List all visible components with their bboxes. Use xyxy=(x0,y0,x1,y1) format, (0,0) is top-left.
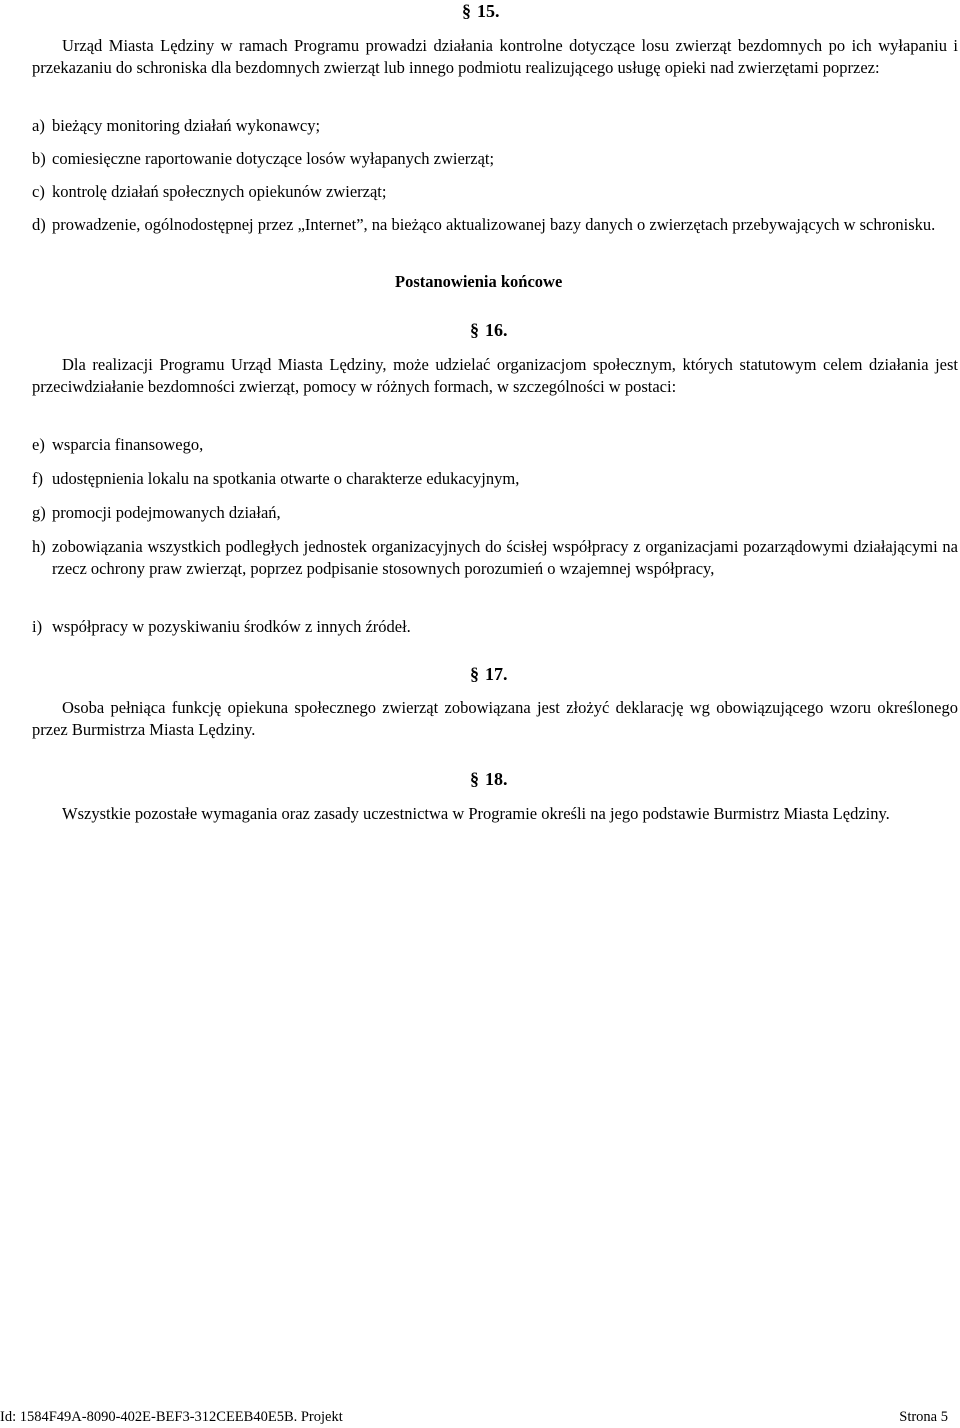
section-18-text xyxy=(32,803,958,825)
list-item-text: zobowiązania wszystkich podległych jednostek organizacyjnych do ścisłej współpracy z organizacjami pozarządowymi działającymi na rzecz ochrony praw zwierząt, poprzez podpisanie stosownych porozumień o wzajemnej współpracy, xyxy=(52,537,958,578)
list-item-h xyxy=(32,536,958,580)
section-18-heading xyxy=(470,768,508,790)
section-15-intro xyxy=(32,35,958,79)
list-item-label: f) xyxy=(32,469,43,488)
list-item-label: e) xyxy=(32,435,45,454)
section-number: 16. xyxy=(485,320,508,340)
section-mark: § xyxy=(470,320,479,340)
section-number: 18. xyxy=(485,769,508,789)
list-item-c xyxy=(32,181,958,203)
list-item-d xyxy=(32,214,958,236)
list-item-text: współpracy w pozyskiwaniu środków z innych źródeł. xyxy=(52,617,411,636)
section-16-intro xyxy=(32,354,958,398)
list-item-label: h) xyxy=(32,537,46,556)
list-item-e xyxy=(32,434,958,456)
list-item-f xyxy=(32,468,958,490)
section-mark: § xyxy=(462,1,471,21)
list-item-text: wsparcia finansowego, xyxy=(52,435,204,454)
section-number: 17. xyxy=(485,664,508,684)
list-item-text: bieżący monitoring działań wykonawcy; xyxy=(52,116,321,135)
list-item-label: b) xyxy=(32,149,46,168)
list-item-text: promocji podejmowanych działań, xyxy=(52,503,281,522)
section-17-heading xyxy=(470,663,508,685)
list-item-i xyxy=(32,616,958,638)
section-number: 15. xyxy=(477,1,500,21)
section-16-heading xyxy=(470,319,508,341)
list-item-text: comiesięczne raportowanie dotyczące losów wyłapanych zwierząt; xyxy=(52,149,495,168)
list-item-text: udostępnienia lokalu na spotkania otwarte o charakterze edukacyjnym, xyxy=(52,469,520,488)
list-item-text: prowadzenie, ogólnodostępnej przez „Internet”, na bieżąco aktualizowanej bazy danych o zwierzętach przebywających w schronisku. xyxy=(52,215,936,234)
list-item-label: a) xyxy=(32,116,45,135)
list-item-label: d) xyxy=(32,215,46,234)
list-item-label: c) xyxy=(32,182,45,201)
paragraph-text: Osoba pełniąca funkcję opiekuna społecznego zwierząt zobowiązana jest złożyć deklarację wg obowiązującego wzoru określonego przez Burmistrza Miasta Lędziny. xyxy=(32,698,958,739)
paragraph-text: Urząd Miasta Lędziny w ramach Programu prowadzi działania kontrolne dotyczące losu zwierząt bezdomnych po ich wyłapaniu i przekazaniu do schroniska dla bezdomnych zwierząt lub innego podmiotu realizującego usługę opieki nad zwierzętami poprzez: xyxy=(32,36,958,77)
section-mark: § xyxy=(470,664,479,684)
list-item-label: g) xyxy=(32,503,46,522)
section-17-text xyxy=(32,697,958,741)
paragraph-text: Dla realizacji Programu Urząd Miasta Lędziny, może udzielać organizacjom społecznym, których statutowym celem działania jest przeciwdziałanie bezdomności zwierząt, pomocy w różnych formach, w szczególności w postaci: xyxy=(32,355,958,396)
list-item-label: i) xyxy=(32,617,43,636)
paragraph-text: Wszystkie pozostałe wymagania oraz zasady uczestnictwa w Programie określi na jego podstawie Burmistrz Miasta Lędziny. xyxy=(62,804,890,823)
section-mark: § xyxy=(470,769,479,789)
list-item-text: kontrolę działań społecznych opiekunów zwierząt; xyxy=(52,182,387,201)
list-item-a xyxy=(32,115,958,137)
final-provisions-heading: Postanowienia końcowe xyxy=(395,272,563,291)
document-id: Id: 1584F49A-8090-402E-BEF3-312CEEB40E5B. Projekt xyxy=(0,1409,343,1425)
list-item-g xyxy=(32,502,958,524)
section-15-heading xyxy=(462,0,500,22)
page-number: Strona 5 xyxy=(899,1409,948,1425)
list-item-b xyxy=(32,148,958,170)
